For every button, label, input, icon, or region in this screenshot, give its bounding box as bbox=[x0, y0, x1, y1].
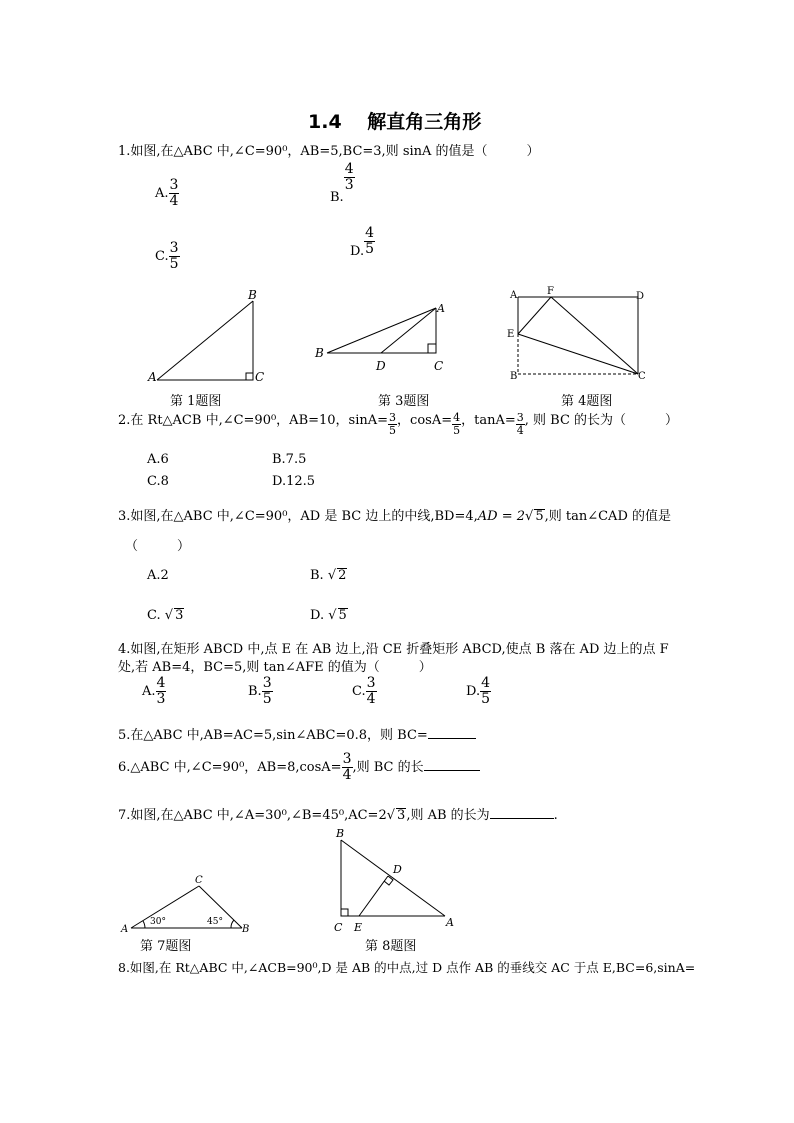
fig4-caption: 第 4题图 bbox=[561, 394, 613, 409]
fig3-label-d: D bbox=[376, 359, 386, 373]
q5-answer-blank[interactable] bbox=[428, 726, 476, 739]
fig4-label-d: D bbox=[636, 291, 645, 302]
q1-option-c: C. $\frac{3}{5}$ bbox=[155, 240, 179, 272]
q1-option-b: B. $\frac{4}{3}$ bbox=[330, 161, 354, 205]
figure-4 bbox=[505, 285, 655, 385]
q6-answer-blank[interactable] bbox=[424, 758, 480, 771]
question-3-stem: 3.如图,在△ABC 中,∠C=90⁰，AD 是 BC 边上的中线,BD=4,AD = 2√ 5,则 tan∠CAD 的值是 bbox=[118, 509, 672, 524]
question-2-stem: 2.在 Rt△ACB 中,∠C=90⁰，AB=10，sinA= $\frac{3}{5}$ ，cosA= $\frac{4}{5}$ ，tanA= $\frac{3}{4}$ , 则 BC 的长为（ ） bbox=[118, 411, 679, 437]
fig8-label-a: A bbox=[446, 916, 454, 929]
fig8-label-d: D bbox=[393, 863, 402, 876]
fig3-label-b: B bbox=[315, 346, 324, 360]
question-4-line-1: 4.如图,在矩形 ABCD 中,点 E 在 AB 边上,沿 CE 折叠矩形 ABCD,使点 B 落在 AD 边上的点 F bbox=[118, 642, 669, 657]
fig1-label-a: A bbox=[148, 370, 157, 384]
question-6-stem: 6.△ABC 中,∠C=90⁰，AB=8,cosA= $\frac{3}{4}$ ,则 BC 的长 bbox=[118, 752, 480, 783]
question-4-line-2: 处,若 AB=4，BC=5,则 tan∠AFE 的值为（ ） bbox=[118, 660, 432, 675]
q1-option-a: A. $\frac{3}{4}$ bbox=[155, 177, 179, 209]
fig4-label-a: A bbox=[510, 290, 518, 301]
q3-option-a: A.2 bbox=[147, 568, 169, 583]
figure-8 bbox=[330, 825, 460, 937]
q2-option-c: C.8 bbox=[147, 474, 169, 489]
q2-option-d: D.12.5 bbox=[272, 474, 316, 489]
fig8-label-b: B bbox=[336, 827, 345, 840]
q1-option-d: D. $\frac{4}{5}$ bbox=[350, 225, 375, 259]
question-5-stem: 5.在△ABC 中,AB=AC=5,sin∠ABC=0.8，则 BC= bbox=[118, 724, 476, 743]
q7-answer-blank[interactable] bbox=[490, 806, 554, 819]
question-7-stem: 7.如图,在△ABC 中,∠A=30⁰,∠B=45⁰,AC=2√ 3,则 AB 的长为 . bbox=[118, 808, 558, 823]
q3-option-c: C. √ 3 bbox=[147, 608, 184, 623]
fig8-label-c: C bbox=[334, 921, 343, 934]
q2-option-a: A.6 bbox=[147, 452, 169, 467]
fig7-angle-b: 45° bbox=[207, 917, 223, 927]
fig3-label-a: A bbox=[437, 302, 445, 315]
figure-1 bbox=[140, 285, 280, 385]
fig4-label-e: E bbox=[507, 329, 515, 340]
q4-option-b: B. $\frac{3}{5}$ bbox=[248, 675, 272, 707]
question-1-stem: 1.如图,在△ABC 中,∠C=90⁰，AB=5,BC=3,则 sinA 的值是（ ） bbox=[118, 144, 540, 159]
fig4-label-b: B bbox=[510, 371, 518, 382]
fig7-label-b: B bbox=[242, 924, 250, 935]
figure-7 bbox=[118, 870, 258, 936]
figure-3 bbox=[310, 298, 460, 378]
fig8-caption: 第 8题图 bbox=[365, 939, 417, 954]
fig3-caption: 第 3题图 bbox=[378, 394, 430, 409]
fig1-label-c: C bbox=[255, 370, 265, 384]
q4-option-a: A. $\frac{4}{3}$ bbox=[142, 675, 166, 707]
q3-option-d: D. √ 5 bbox=[310, 608, 347, 623]
fig8-label-e: E bbox=[354, 921, 363, 934]
q4-option-d: D. $\frac{4}{5}$ bbox=[466, 675, 491, 707]
fig1-caption: 第 1题图 bbox=[170, 394, 222, 409]
page-title: 1.4 解直角三角形 bbox=[308, 111, 482, 133]
question-8-stem: 8.如图,在 Rt△ABC 中,∠ACB=90⁰,D 是 AB 的中点,过 D 点作 AB 的垂线交 AC 于点 E,BC=6,sinA= bbox=[118, 960, 696, 975]
fig4-label-f: F bbox=[547, 286, 554, 297]
fig1-label-b: B bbox=[248, 288, 257, 302]
fig7-label-c: C bbox=[195, 875, 203, 886]
q3-option-b: B. √ 2 bbox=[310, 568, 347, 583]
fig7-angle-a: 30° bbox=[150, 917, 166, 927]
fig7-label-a: A bbox=[121, 924, 129, 935]
fig3-label-c: C bbox=[434, 359, 444, 373]
q4-option-c: C. $\frac{3}{4}$ bbox=[352, 675, 376, 707]
q2-option-b: B.7.5 bbox=[272, 452, 307, 467]
fig7-caption: 第 7题图 bbox=[140, 939, 192, 954]
question-3-paren: （ ） bbox=[125, 539, 191, 554]
fig4-label-c: C bbox=[638, 371, 646, 382]
